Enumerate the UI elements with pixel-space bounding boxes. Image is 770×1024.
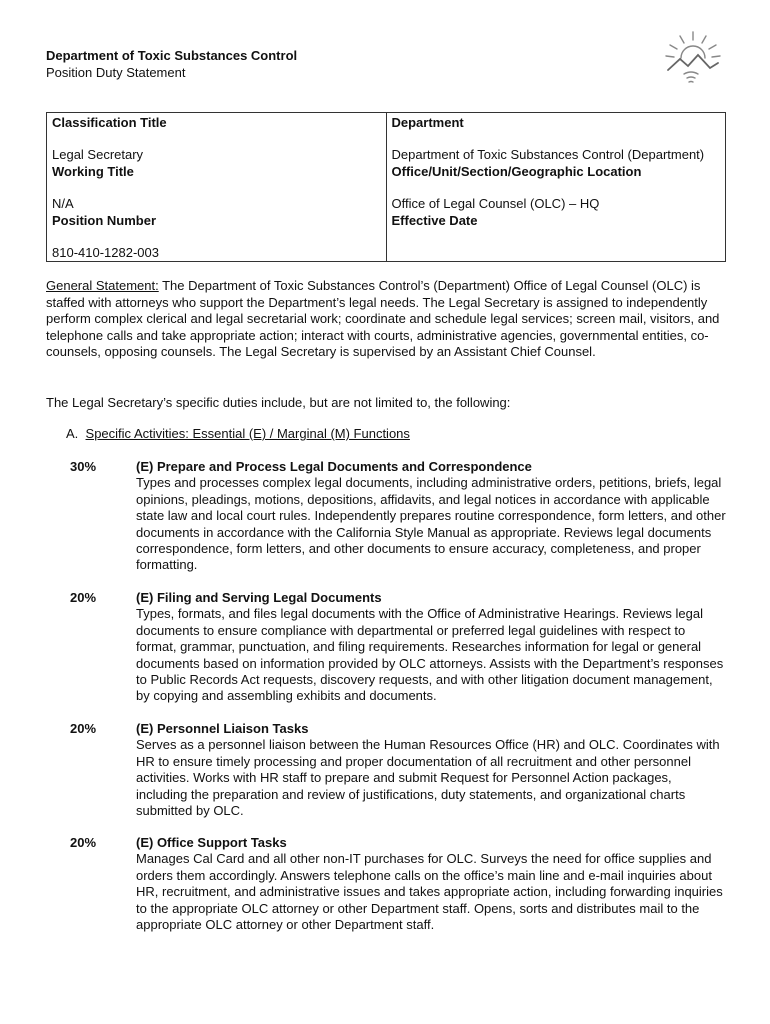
department-label: Department [391, 115, 464, 130]
section-a-letter: A. [66, 426, 79, 441]
duty-percent: 20% [70, 590, 97, 605]
duty-title: (E) Personnel Liaison Tasks [136, 721, 309, 736]
duty-percent: 20% [70, 835, 97, 850]
effective-date-label: Effective Date [391, 213, 478, 228]
duty-description: Types, formats, and files legal documents with the Office of Administrative Hearings. Reviews legal documents to ensure compliance with departmental or preferred legal guidelines with respect to format, grammar, punctuation, and filing requirements. Researches information for legal or general documents based on information provided by OLC attorneys. Assists with the Department’s responses to Public Records Act requests, discovery requests, and with other litigation document management, by copying and assembling exhibits and documents. [136, 606, 724, 704]
department-value: Department of Toxic Substances Control (Department) [391, 147, 705, 162]
document-header [46, 47, 297, 81]
duty-item [46, 835, 726, 933]
document-subtitle: Position Duty Statement [46, 65, 186, 80]
position-number-label: Position Number [52, 213, 157, 228]
duty-title: (E) Office Support Tasks [136, 835, 287, 850]
duty-description: Manages Cal Card and all other non-IT purchases for OLC. Surveys the need for office supplies and orders them accordingly. Answers telephone calls on the office’s main line and e-mail inquiries about HR, recruitment, and administrative issues and takes appropriate action, including forwarding inquiries to the appropriate OLC attorney or other Department staff. Opens, sorts and distributes mail to the appropriate OLC attorney or other Department staff. [136, 851, 723, 933]
general-statement-label: General Statement: [46, 278, 159, 293]
working-title-value: N/A [52, 196, 74, 211]
general-statement [46, 278, 726, 361]
section-a-heading [66, 426, 746, 443]
office-location-value: Office of Legal Counsel (OLC) – HQ [391, 196, 600, 211]
duty-title: (E) Prepare and Process Legal Documents and Correspondence [136, 459, 532, 474]
effective-date-value [392, 245, 721, 261]
general-statement-text: The Department of Toxic Substances Control’s (Department) Office of Legal Counsel (OLC) is staffed with attorneys who support the Department’s legal needs. The Legal Secretary is assigned to independently perform complex clerical and legal secretarial work; coordinate and schedule legal services; screen mail, visitors, and telephone calls and take appropriate action; interact with courts, administrative agencies, governmental entities, co-counsels, opposing counsels. The Legal Secretary is supervised by an Assistant Chief Counsel. [46, 278, 720, 359]
section-a-title: Specific Activities: Essential (E) / Marginal (M) Functions [85, 426, 410, 441]
sun-mountain-logo-icon [660, 28, 726, 94]
duty-percent: 20% [70, 721, 97, 736]
duty-description: Types and processes complex legal documents, including administrative orders, petitions, briefs, legal opinions, pleadings, motions, depositions, affidavits, and legal notices in accordance with applicable state law and local court rules. Independently prepares routine correspondence, form letters, and other documents in accordance with the California Style Manual as appropriate. Reviews legal documents correspondence, form letters, and other documents to ensure accuracy, completeness, and proper formatting. [136, 475, 726, 573]
duty-percent: 30% [70, 459, 97, 474]
office-location-label: Office/Unit/Section/Geographic Location [391, 164, 642, 179]
duty-item [46, 459, 726, 574]
classification-title-label: Classification Title [52, 115, 167, 130]
organization-name: Department of Toxic Substances Control [46, 48, 298, 63]
position-info-right-column [386, 113, 726, 262]
position-info-table [46, 112, 726, 262]
duty-item [46, 590, 726, 705]
duty-item [46, 721, 726, 819]
position-number-value: 810-410-1282-003 [52, 245, 159, 260]
working-title-label: Working Title [52, 164, 134, 179]
duty-description: Serves as a personnel liaison between the Human Resources Office (HR) and OLC. Coordinates with HR to ensure timely processing and proper documentation of all recruitment and other personnel activities. Works with HR staff to prepare and submit Request for Personnel Action packages, including the preparation and review of justifications, duty statements, and organizational charts submitted by OLC. [136, 737, 720, 819]
position-info-left-column [47, 113, 387, 262]
duty-title: (E) Filing and Serving Legal Documents [136, 590, 382, 605]
duties-intro: The Legal Secretary’s specific duties include, but are not limited to, the following: [46, 395, 511, 410]
classification-title-value: Legal Secretary [52, 147, 144, 162]
